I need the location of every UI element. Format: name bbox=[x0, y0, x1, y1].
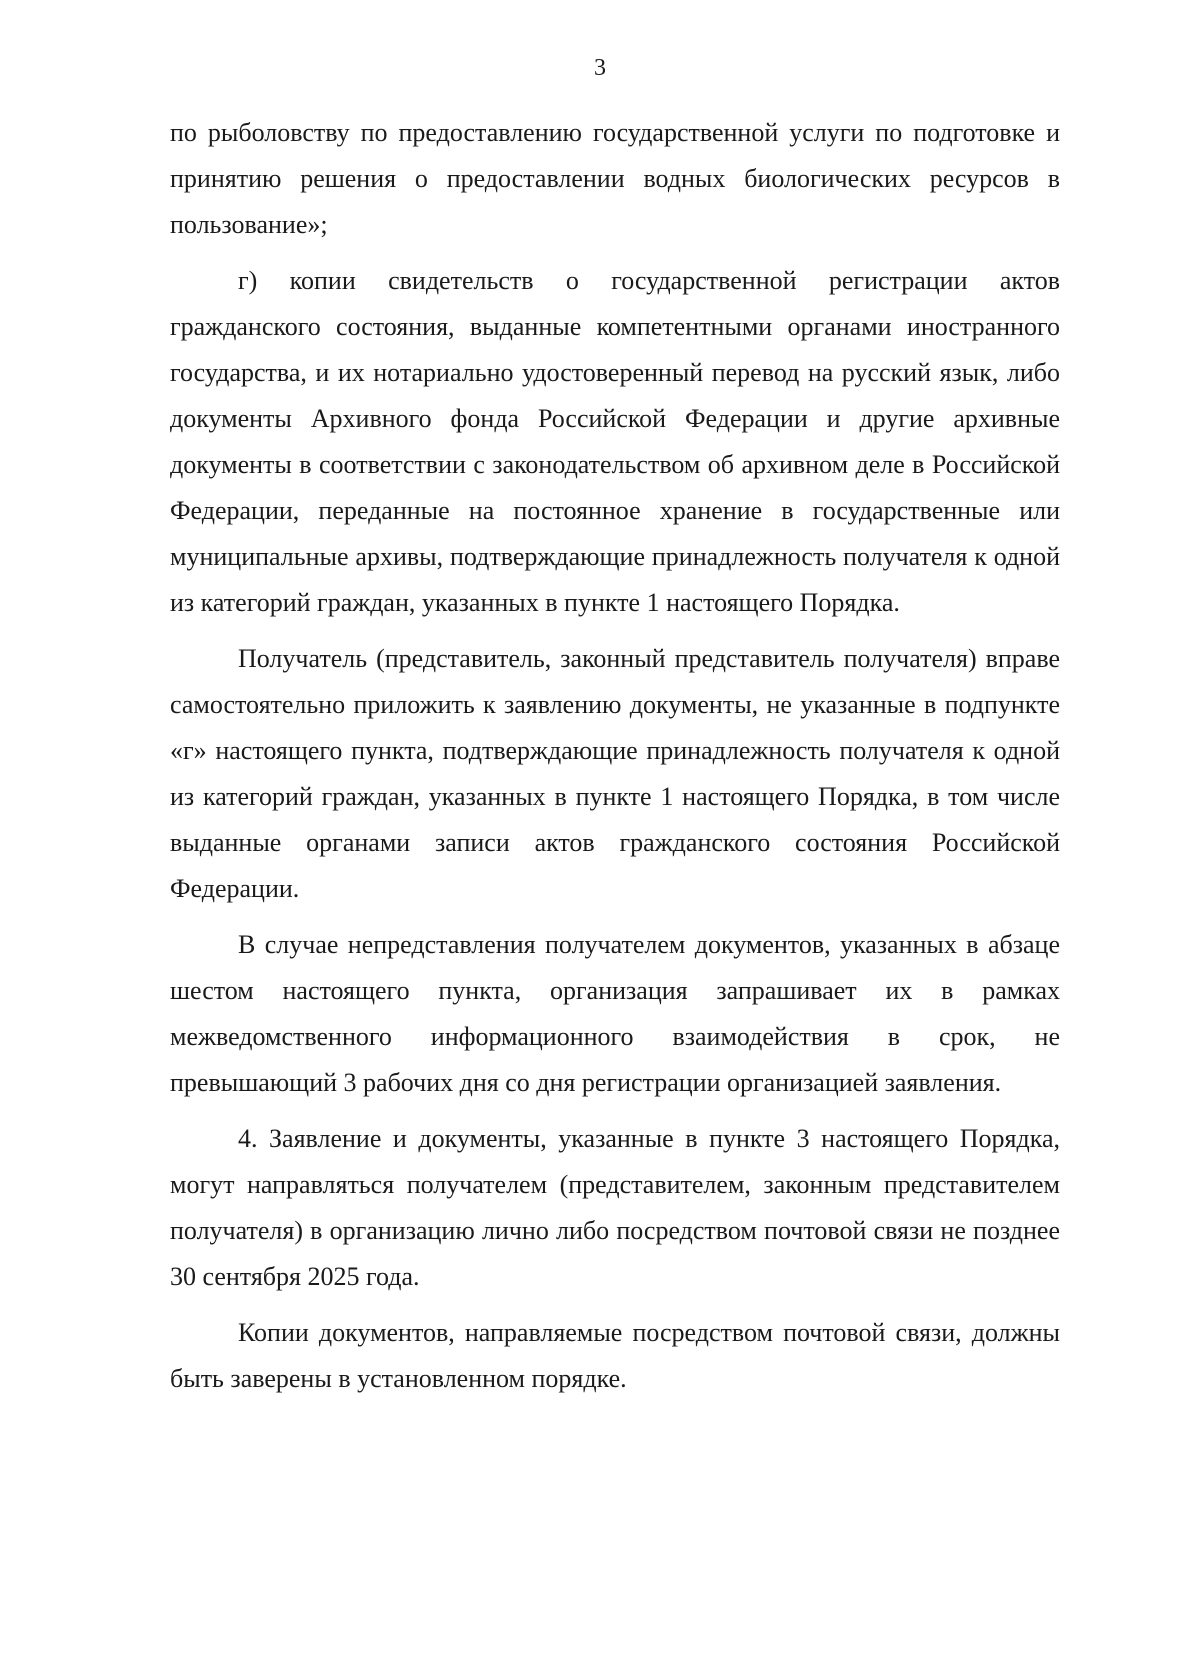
paragraph-subitem-g: г) копии свидетельств о государственной регистрации актов гражданского состояния, выданные компетентными органами иностранного государства, и их нотариально удостоверенный перевод на русский язык, либо документы Архивного фонда Российской Федерации и другие архивные документы в соответствии с законодательством об архивном деле в Российской Федерации, переданные на постоянное хранение в государственные или муниципальные архивы, подтверждающие принадлежность получателя к одной из категорий граждан, указанных в пункте 1 настоящего Порядка. bbox=[170, 266, 1060, 617]
document-body bbox=[170, 110, 1060, 1412]
paragraph-item-4: 4. Заявление и документы, указанные в пункте 3 настоящего Порядка, могут направляться получателем (представителем, законным представителем получателя) в организацию лично либо посредством почтовой связи не позднее 30 сентября 2025 года. bbox=[170, 1124, 1060, 1291]
paragraph-copies-certified: Копии документов, направляемые посредством почтовой связи, должны быть заверены в установленном порядке. bbox=[170, 1318, 1060, 1393]
page-number: 3 bbox=[594, 55, 606, 81]
paragraph-recipient-right: Получатель (представитель, законный представитель получателя) вправе самостоятельно приложить к заявлению документы, не указанные в подпункте «г» настоящего пункта, подтверждающие принадлежность получателя к одной из категорий граждан, указанных в пункте 1 настоящего Порядка, в том числе выданные органами записи актов гражданского состояния Российской Федерации. bbox=[170, 644, 1060, 903]
paragraph-interagency-request: В случае непредставления получателем документов, указанных в абзаце шестом настоящего пункта, организация запрашивает их в рамках межведомственного информационного взаимодействия в срок, не превышающий 3 рабочих дня со дня регистрации организацией заявления. bbox=[170, 930, 1060, 1097]
paragraph-continuation: по рыболовству по предоставлению государственной услуги по подготовке и принятию решения о предоставлении водных биологических ресурсов в пользование»; bbox=[170, 118, 1060, 239]
